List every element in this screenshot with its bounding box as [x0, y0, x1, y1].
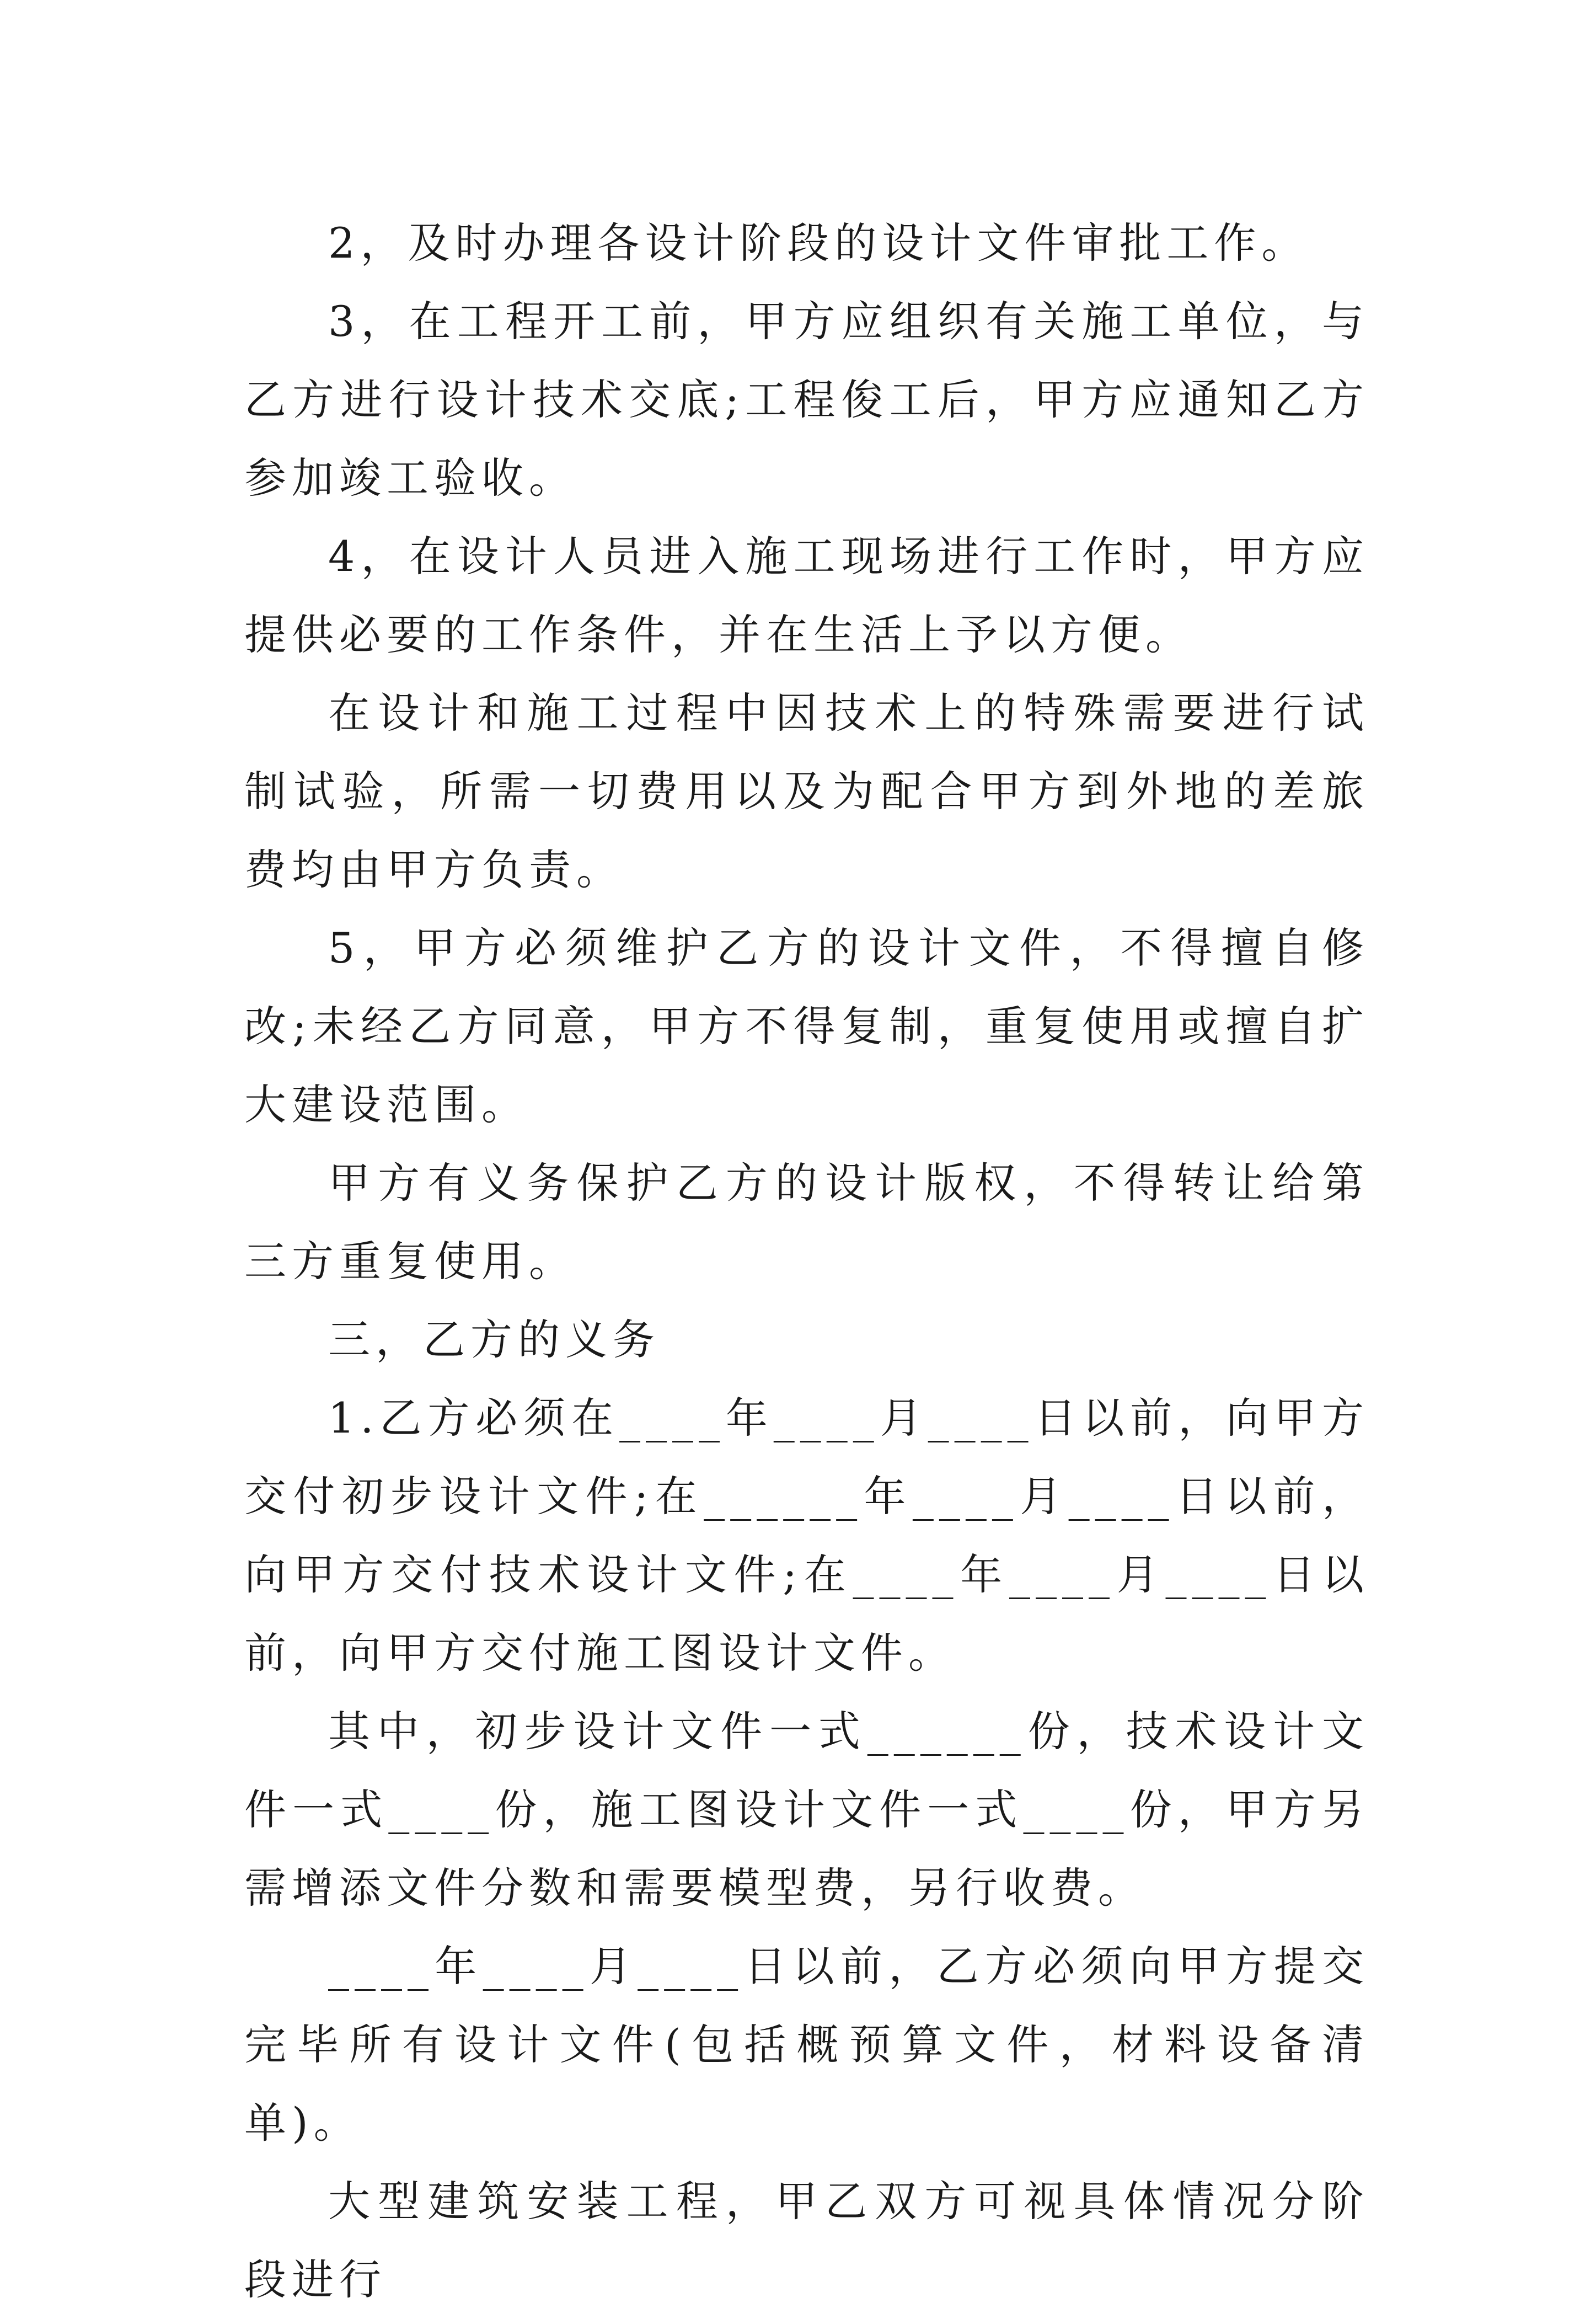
paragraph-9: ____年____月____日以前，乙方必须向甲方提交完毕所有设计文件(包括概预算文件，材料设备清单)。: [244, 1942, 1369, 2147]
section-heading: 三，乙方的义务: [328, 1315, 660, 1364]
paragraph-4: 在设计和施工过程中因技术上的特殊需要进行试制试验，所需一切费用以及为配合甲方到外地的差旅费均由甲方负责。: [244, 688, 1369, 894]
paragraph-8: 其中，初步设计文件一式______份，技术设计文件一式____份，施工图设计文件一式____份，甲方另需增添文件分数和需要模型费，另行收费。: [244, 1707, 1369, 1912]
paragraph-3: 4，在设计人员进入施工现场进行工作时，甲方应提供必要的工作条件，并在生活上予以方便。: [244, 532, 1369, 659]
paragraph-6: 甲方有义务保护乙方的设计版权，不得转让给第三方重复使用。: [244, 1158, 1369, 1286]
paragraph-1: 2，及时办理各设计阶段的设计文件审批工作。: [328, 218, 1309, 268]
paragraph-7: 1.乙方必须在____年____月____日以前，向甲方交付初步设计文件;在______年____月____日以前，向甲方交付技术设计文件;在____年____月____日以前，向甲方交付施工图设计文件。: [244, 1393, 1369, 1677]
document-body: [244, 204, 1369, 2319]
paragraph-2: 3，在工程开工前，甲方应组织有关施工单位，与乙方进行设计技术交底;工程俊工后，甲方应通知乙方参加竣工验收。: [244, 297, 1369, 503]
paragraph-10: 大型建筑安装工程，甲乙双方可视具体情况分阶段进行: [244, 2177, 1369, 2304]
paragraph-5: 5，甲方必须维护乙方的设计文件，不得擅自修改;未经乙方同意，甲方不得复制，重复使用或擅自扩大建设范围。: [244, 923, 1369, 1129]
